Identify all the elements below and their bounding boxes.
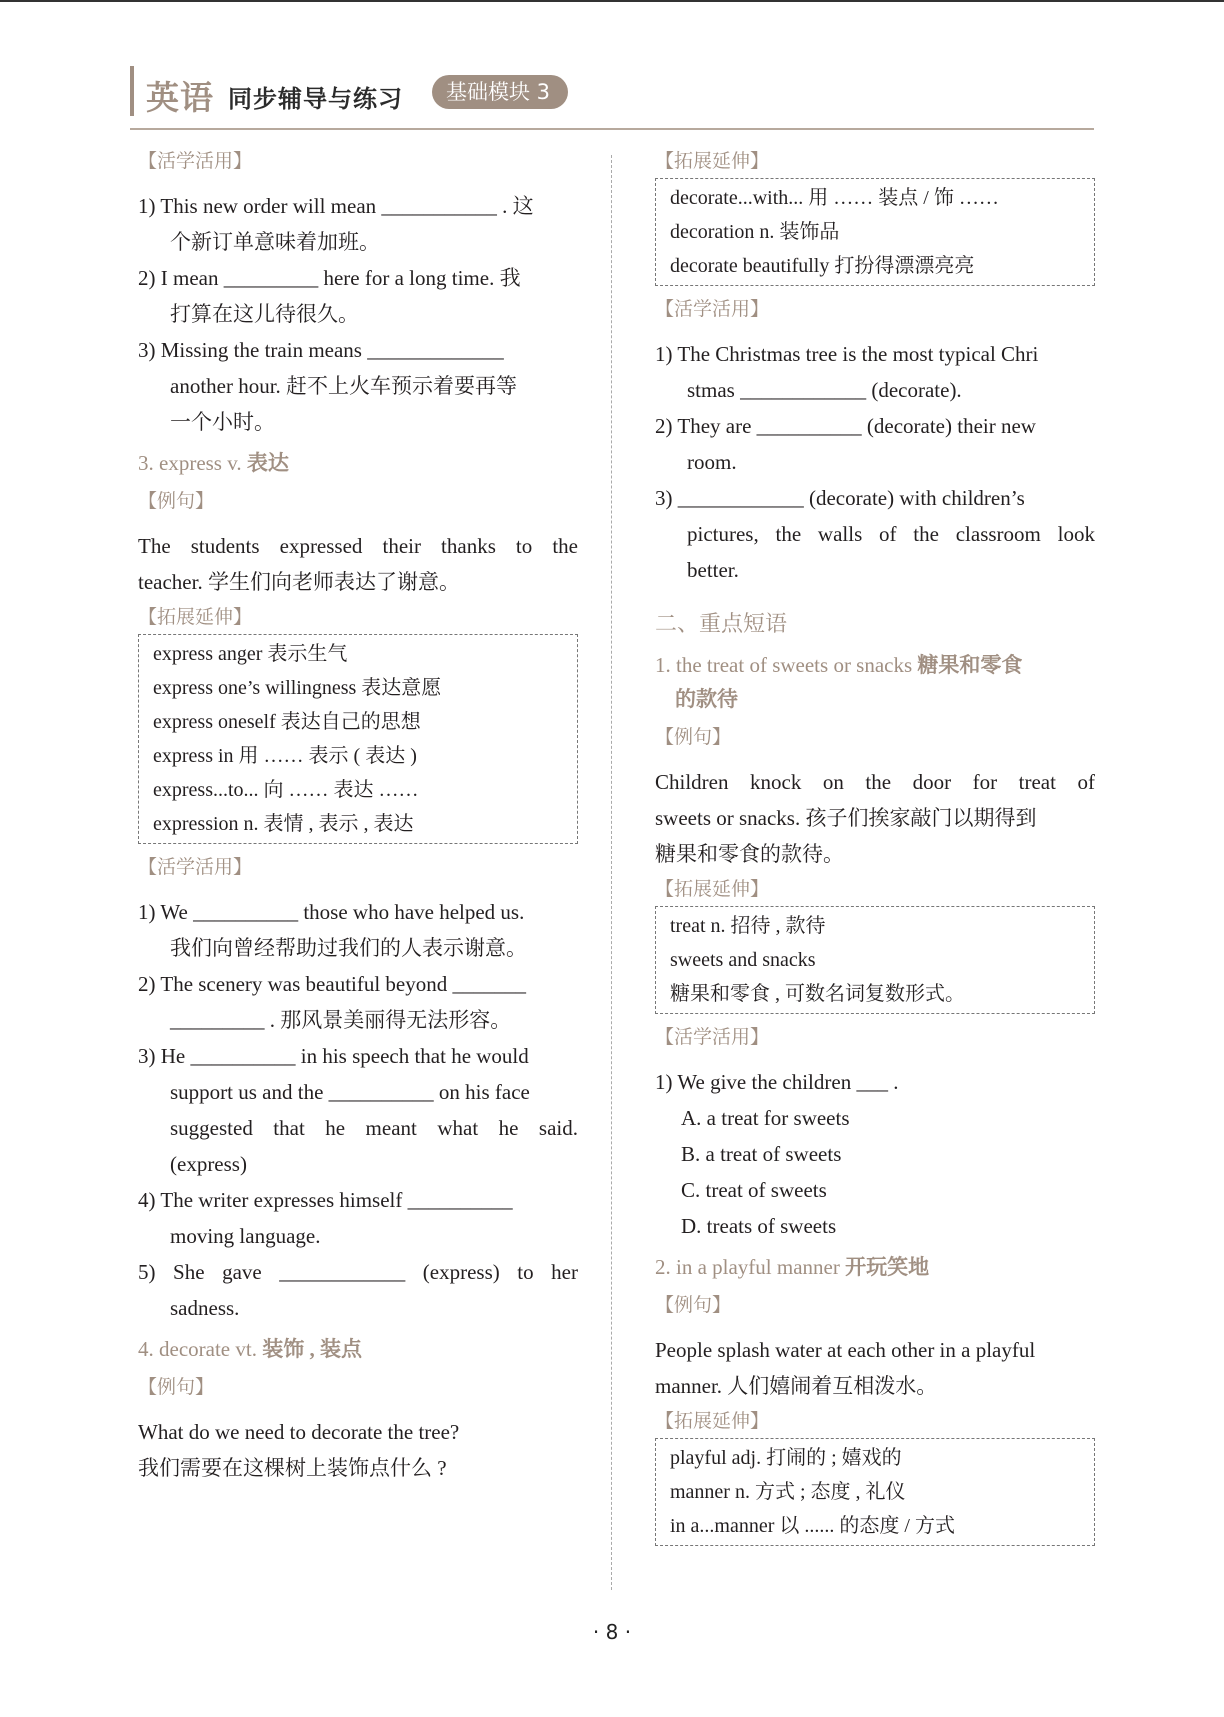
exercise-line: stmas ____________ (decorate). (687, 378, 962, 402)
exercise-line: (express) (170, 1152, 247, 1176)
phrase-meaning: 糖果和零食 (917, 653, 1023, 677)
extension-item: 糖果和零食 , 可数名词复数形式。 (670, 983, 965, 1005)
example-line: The students expressed their thanks to the (138, 534, 578, 558)
extension-item: manner n. 方式 ; 态度 , 礼仪 (670, 1481, 906, 1503)
exercise-line: 个新订单意味着加班。 (170, 230, 380, 254)
exercise-line: another hour. 赶不上火车预示着要再等 (170, 374, 518, 398)
extension-item: express...to... 向 …… 表达 …… (153, 779, 419, 801)
exercise-line: 1) We __________ those who have helped us. (138, 900, 525, 924)
example-line: What do we need to decorate the tree? (138, 1420, 460, 1444)
vocab-heading (138, 1334, 578, 1364)
header-rule (130, 128, 1094, 130)
extension-box (655, 1438, 1095, 1546)
example-line: People splash water at each other in a playful (655, 1338, 1036, 1362)
exercise-line: 2) I mean _________ here for a long time. 我 (138, 266, 521, 290)
exercise-line: 5) She gave ____________ (express) to her (138, 1260, 578, 1284)
extension-item: sweets and snacks (670, 949, 816, 971)
extension-box (138, 634, 578, 844)
vocab-word: 4. decorate vt. (138, 1337, 257, 1361)
page-header (130, 66, 1094, 128)
extension-item: decorate beautifully 打扮得漂漂亮亮 (670, 255, 975, 277)
exercise-line: better. (687, 558, 739, 582)
right-column (655, 150, 1095, 1558)
phrase-text: 2. in a playful manner (655, 1255, 840, 1279)
choice-option: D. treats of sweets (681, 1214, 837, 1238)
section-tag: 【例句】 (655, 726, 732, 748)
section-tag: 【活学活用】 (655, 298, 770, 320)
exercise-line: suggested that he meant what he said. (170, 1116, 578, 1140)
section-tag: 【活学活用】 (138, 150, 253, 172)
choice-option: C. treat of sweets (681, 1178, 827, 1202)
top-rule (0, 0, 1224, 2)
extension-item: express in 用 …… 表示 ( 表达 ) (153, 745, 417, 767)
exercise-line: 1) This new order will mean ___________ . 这 (138, 194, 534, 218)
example-line: 我们需要在这棵树上装饰点什么 ? (138, 1456, 447, 1480)
phrase-meaning-cont: 的款待 (675, 687, 738, 711)
exercise-line: 3) ____________ (decorate) with children’s (655, 486, 1025, 510)
section-heading: 二、重点短语 (655, 612, 788, 637)
vocab-meaning: 装饰 , 装点 (262, 1337, 362, 1361)
exercise-line: 打算在这儿待很久。 (170, 302, 359, 326)
example-line: teacher. 学生们向老师表达了谢意。 (138, 570, 460, 594)
subject-title: 英语 (146, 78, 214, 117)
extension-item: express one’s willingness 表达意愿 (153, 677, 442, 699)
exercise-line: 2) The scenery was beautiful beyond _______ (138, 972, 527, 996)
exercise-line: sadness. (170, 1296, 240, 1320)
example-line: manner. 人们嬉闹着互相泼水。 (655, 1374, 938, 1398)
section-tag: 【活学活用】 (655, 1026, 770, 1048)
exercise-line: support us and the __________ on his face (170, 1080, 530, 1104)
book-title: 同步辅导与练习 (228, 85, 403, 113)
extension-box (655, 178, 1095, 286)
exercise-line: 1) We give the children ___ . (655, 1070, 899, 1094)
phrase-heading-cont (655, 684, 1095, 714)
exercise-line: pictures, the walls of the classroom look (687, 522, 1095, 546)
section-tag: 【活学活用】 (138, 856, 253, 878)
section-tag: 【例句】 (655, 1294, 732, 1316)
section-tag: 【例句】 (138, 490, 215, 512)
page-number: · 8 · (592, 1620, 632, 1644)
vocab-heading (138, 448, 578, 478)
extension-item: in a...manner 以 ...... 的态度 / 方式 (670, 1515, 955, 1537)
extension-item: express anger 表示生气 (153, 643, 348, 665)
phrase-meaning: 开玩笑地 (845, 1255, 930, 1279)
exercise-line: 我们向曾经帮助过我们的人表示谢意。 (170, 936, 527, 960)
phrase-text: 1. the treat of sweets or snacks (655, 653, 913, 677)
extension-item: decorate...with... 用 …… 装点 / 饰 …… (670, 187, 999, 209)
header-accent-bar (130, 66, 134, 116)
vocab-word: 3. express v. (138, 451, 242, 475)
extension-item: treat n. 招待 , 款待 (670, 915, 826, 937)
extension-item: expression n. 表情 , 表示 , 表达 (153, 813, 414, 835)
vocab-meaning: 表达 (246, 451, 289, 475)
section-tag: 【拓展延伸】 (655, 1410, 770, 1432)
extension-item: express oneself 表达自己的思想 (153, 711, 421, 733)
column-divider (611, 155, 612, 1590)
exercise-line: 3) He __________ in his speech that he would (138, 1044, 529, 1068)
section-tag: 【例句】 (138, 1376, 215, 1398)
choice-option: B. a treat of sweets (681, 1142, 842, 1166)
exercise-line: 1) The Christmas tree is the most typical Chri (655, 342, 1039, 366)
extension-box (655, 906, 1095, 1014)
phrase-heading (655, 650, 1095, 680)
exercise-line: room. (687, 450, 737, 474)
exercise-line: _________ . 那风景美丽得无法形容。 (170, 1008, 512, 1032)
section-tag: 【拓展延伸】 (655, 878, 770, 900)
section-tag: 【拓展延伸】 (138, 606, 253, 628)
example-line: Children knock on the door for treat of (655, 770, 1095, 794)
section-tag: 【拓展延伸】 (655, 150, 770, 172)
exercise-line: 4) The writer expresses himself __________ (138, 1188, 513, 1212)
exercise-line: 2) They are __________ (decorate) their new (655, 414, 1036, 438)
exercise-line: 3) Missing the train means _____________ (138, 338, 504, 362)
exercise-line: 一个小时。 (170, 410, 275, 434)
example-line: 糖果和零食的款待。 (655, 842, 844, 866)
module-badge: 基础模块 3 (432, 75, 568, 109)
example-line: sweets or snacks. 孩子们挨家敲门以期得到 (655, 806, 1037, 830)
extension-item: playful adj. 打闹的 ; 嬉戏的 (670, 1447, 902, 1469)
phrase-heading (655, 1252, 1095, 1282)
exercise-line: moving language. (170, 1224, 321, 1248)
extension-item: decoration n. 装饰品 (670, 221, 840, 243)
choice-option: A. a treat for sweets (681, 1106, 850, 1130)
left-column (138, 150, 578, 1486)
